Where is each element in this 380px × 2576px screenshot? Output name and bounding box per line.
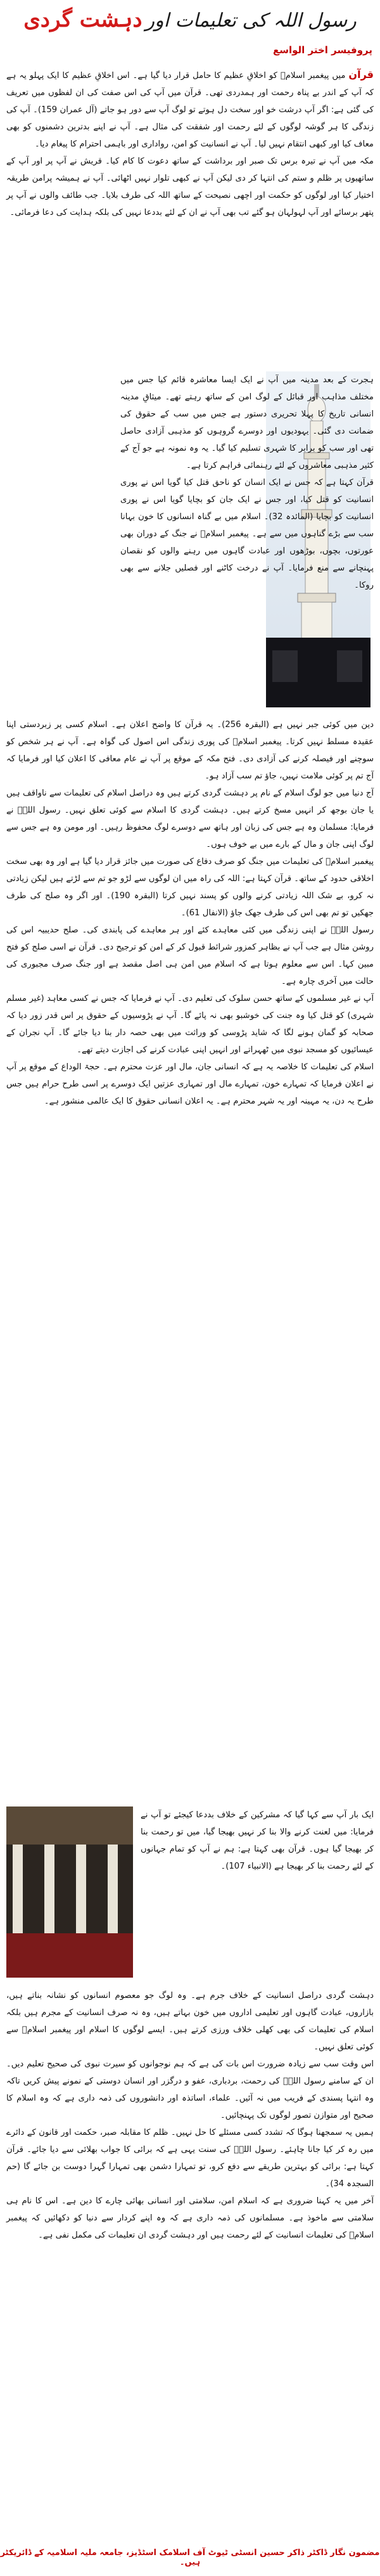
article-paragraph: رسول اللہؐ نے اپنی زندگی میں کئی معاہدے کئے اور ہر معاہدے کی پابندی کی۔ صلح حدیبیہ اس کی روشن مثال ہے جب آپ نے بظاہر کمزور شرائط قبول کر کے امن کو ترجیح دی۔ قرآن نے اسی صلح کو فتح مبین کہا۔ اس سے معلوم ہوتا ہے کہ اسلام میں امن ہی اصل مقصد ہے اور جنگ صرف مجبوری کی حالت میں آخری چارہ ہے۔ [6,925,374,986]
article-paragraph: ہجرت کے بعد مدینہ میں آپ نے ایک ایسا معاشرہ قائم کیا جس میں مختلف مذاہب اور قبائل کے لوگ امن کے ساتھ رہتے تھے۔ میثاقِ مدینہ انسانی تاریخ کا پہلا تحریری دستور ہے جس میں سب کے حقوق کی ضمانت دی گئی۔ یہودیوں اور دوسرے گروہوں کو مذہبی آزادی حاصل تھی اور سب کو برابر کا شہری تسلیم کیا گیا۔ یہ وہ نمونہ ہے جو آج کے کثیر مذہبی معاشروں کے لئے رہنمائی فراہم کرتا ہے۔ [120,375,374,470]
author-byline: پروفیسر اختر الواسع [273,44,372,56]
article-paragraph: اس وقت سب سے زیادہ ضرورت اس بات کی ہے کہ ہم نوجوانوں کو سیرت نبوی کی صحیح تعلیم دیں۔ ان کے سامنے رسول اللہؐ کی رحمت، بردباری، عفو و درگزر اور انسان دوستی کے نمونے پیش کریں تاکہ وہ انتہا پسندی کے فریب میں نہ آئیں۔ علماء، اساتذہ اور دانشوروں کی ذمہ داری ہے کہ وہ اسلام کا صحیح اور متوازن تصور لوگوں تک پہنچائیں۔ [6,2059,374,2120]
article-paragraph: آپ نے غیر مسلموں کے ساتھ حسن سلوک کی تعلیم دی۔ آپ نے فرمایا کہ جس نے کسی معاہد (غیر مسلم شہری) کو قتل کیا وہ جنت کی خوشبو بھی نہ پائے گا۔ آپ نے پڑوسیوں کے حقوق پر اس قدر زور دیا کہ صحابہ کو گمان ہونے لگا کہ شاید پڑوسی کو وراثت میں بھی حصہ دار بنا دیا جائے گا۔ آپ نجران کے عیسائیوں کو مسجد نبوی میں ٹھہراتے اور انہیں اپنی عبادت کرنے کی اجازت دیتے تھے۔ [6,994,374,1055]
article-paragraph: ہمیں یہ سمجھنا ہوگا کہ تشدد کسی مسئلے کا حل نہیں۔ ظلم کا مقابلہ صبر، حکمت اور قانون کے دائرے میں رہ کر کیا جانا چاہئے۔ رسول اللہؐ کی سنت یہی ہے کہ برائی کا جواب بھلائی سے دیا جائے۔ قرآن کہتا ہے: برائی کو بہترین طریقے سے دفع کرو، تو تمہارا دشمن بھی تمہارا گہرا دوست بن جائے گا (حم السجدہ 34)۔ [6,2128,374,2189]
article-body-top [6,66,374,371]
article-body-beside-minaret [120,371,374,714]
lead-word: قرآن [348,68,374,80]
author-note: مضمون نگار ڈاکٹر ذاکر حسین انسٹی ٹیوٹ آف اسلامک اسٹڈیز، جامعہ ملیہ اسلامیہ کے ڈائریکٹر ہیں۔ [0,2548,380,2567]
article-paragraph: آج دنیا میں جو لوگ اسلام کے نام پر دہشت گردی کرتے ہیں وہ دراصل اسلام کی تعلیمات سے ناواقف ہیں یا جان بوجھ کر انہیں مسخ کرتے ہیں۔ دہشت گردی کا اسلام سے کوئی تعلق نہیں۔ رسول اللہؐ نے فرمایا: مسلمان وہ ہے جس کی زبان اور ہاتھ سے دوسرے لوگ محفوظ رہیں۔ اور مومن وہ ہے جس سے لوگ اپنی جان و مال کے بارے میں بے خوف ہوں۔ [6,789,374,849]
article-paragraph: ایک بار آپ سے کہا گیا کہ مشرکین کے خلاف بددعا کیجئے تو آپ نے فرمایا: میں لعنت کرنے والا بنا کر نہیں بھیجا گیا، میں تو رحمت بنا کر بھیجا گیا ہوں۔ قرآن بھی کہتا ہے: ہم نے آپ کو تمام جہانوں کے لئے رحمت بنا کر بھیجا ہے (الانبیاء 107)۔ [141,1810,374,1871]
headline-part-1: رسول اللہ کی تعلیمات اور [145,10,357,32]
mosque-interior-photo [6,1806,133,1978]
article-paragraph: پیغمبر اسلامؐ کی تعلیمات میں جنگ کو صرف دفاع کی صورت میں جائز قرار دیا گیا ہے اور وہ بھی سخت اخلاقی حدود کے ساتھ۔ قرآن کہتا ہے: اللہ کی راہ میں ان لوگوں سے لڑو جو تم سے لڑتے ہیں لیکن زیادتی نہ کرو، بے شک اللہ زیادتی کرنے والوں کو پسند نہیں کرتا (البقرہ 190)۔ اور اگر وہ صلح کی طرف جھکیں تو تم بھی اس کی طرف جھک جاؤ (الانفال 61)۔ [6,857,374,918]
article-paragraph: مکہ میں آپ نے تیرہ برس تک صبر اور برداشت کے ساتھ دعوت کا کام کیا۔ قریش نے آپ پر اور آپ کے ساتھیوں پر ظلم و ستم کی انتہا کر دی لیکن آپ نے کبھی تلوار نہیں اٹھائی۔ آپ نے ہمیشہ پرامن طریقہ اختیار کیا اور لوگوں کو حکمت اور اچھی نصیحت کے ساتھ اللہ کی طرف بلایا۔ جب طائف والوں نے آپ پر پتھر برسائے اور آپ لہولہان ہو گئے تب بھی آپ نے ان کے لئے بددعا نہیں کی بلکہ ہدایت کی دعا فرمائی۔ [6,157,374,217]
article-paragraph: قرآن میں پیغمبر اسلامؐ کو اخلاقِ عظیم کا حامل قرار دیا گیا ہے۔ اس اخلاقِ عظیم کا ایک پہلو یہ ہے کہ آپ کے اندر بے پناہ رحمت اور ہمدردی تھی۔ قرآن میں آپ کی اس صفت کی ان لفظوں میں تعریف کی گئی ہے: اگر آپ درشت خو اور سخت دل ہوتے تو لوگ آپ سے دور ہو جاتے (آل عمران 159)۔ آپ کی زندگی کا ہر گوشہ لوگوں کے لئے رحمت اور شفقت کی مثال ہے۔ آپ نے اپنے بدترین دشمنوں کو بھی معاف کیا اور کبھی انتقام نہیں لیا۔ آپ نے انسانیت کو امن، رواداری اور باہمی احترام کا پیغام دیا۔ [6,68,374,149]
headline [0,6,380,32]
headline-part-2: دہشت گردی [23,7,142,32]
article-body-middle [6,716,374,1800]
article-paragraph: آخر میں یہ کہنا ضروری ہے کہ اسلام امن، سلامتی اور انسانی بھائی چارے کا دین ہے۔ اس کا نام ہی سلامتی سے ماخوذ ہے۔ مسلمانوں کی ذمہ داری ہے کہ وہ اپنے کردار سے دنیا کو دکھائیں کہ پیغمبر اسلامؐ کی تعلیمات انسانیت کے لئے رحمت ہیں اور دہشت گردی ان تعلیمات کی مکمل نفی ہے۔ [6,2196,374,2240]
article-paragraph: دین میں کوئی جبر نہیں ہے (البقرہ 256)۔ یہ قرآن کا واضح اعلان ہے۔ اسلام کسی پر زبردستی اپنا عقیدہ مسلط نہیں کرتا۔ پیغمبر اسلامؐ کی پوری زندگی اس اصول کی گواہ ہے۔ آپ نے ہر شخص کو سوچنے اور فیصلہ کرنے کی آزادی دی۔ فتح مکہ کے موقع پر آپ نے عام معافی کا اعلان کیا اور فرمایا کہ آج تم پر کوئی ملامت نہیں، جاؤ تم سب آزاد ہو۔ [6,720,374,781]
article-body-bottom [6,1987,374,2539]
article-body-beside-interior [141,1806,374,1984]
article-paragraph: قرآن کہتا ہے کہ جس نے ایک انسان کو ناحق قتل کیا گویا اس نے پوری انسانیت کو قتل کیا، اور جس نے ایک جان کو بچایا گویا اس نے پوری انسانیت کو بچایا (المائدہ 32)۔ اسلام میں بے گناہ انسانوں کا خون بہانا سب سے بڑے گناہوں میں سے ہے۔ پیغمبر اسلامؐ نے جنگ کے دوران بھی عورتوں، بچوں، بوڑھوں اور عبادت گاہوں میں رہنے والوں کو نقصان پہنچانے سے منع فرمایا۔ آپ نے درخت کاٹنے اور فصلیں جلانے سے بھی روکا۔ [120,478,374,590]
article-paragraph: دہشت گردی دراصل انسانیت کے خلاف جرم ہے۔ وہ لوگ جو معصوم انسانوں کو نشانہ بناتے ہیں، بازاروں، عبادت گاہوں اور تعلیمی اداروں میں خون بہاتے ہیں، وہ نہ صرف انسانیت کے مجرم ہیں بلکہ اسلام کی تعلیمات کی بھی کھلی خلاف ورزی کرتے ہیں۔ ایسے لوگوں کا اسلام اور پیغمبر اسلامؐ سے کوئی تعلق نہیں۔ [6,1991,374,2052]
article-paragraph: اسلام کی تعلیمات کا خلاصہ یہ ہے کہ انسانی جان، مال اور عزت محترم ہے۔ حجۃ الوداع کے موقع پر آپ نے اعلان فرمایا کہ تمہارے خون، تمہارے مال اور تمہاری عزتیں ایک دوسرے پر اسی طرح حرام ہیں جس طرح یہ دن، یہ مہینہ اور یہ شہر محترم ہے۔ یہ اعلان انسانی حقوق کا ایک عالمی منشور ہے۔ [6,1062,374,1106]
